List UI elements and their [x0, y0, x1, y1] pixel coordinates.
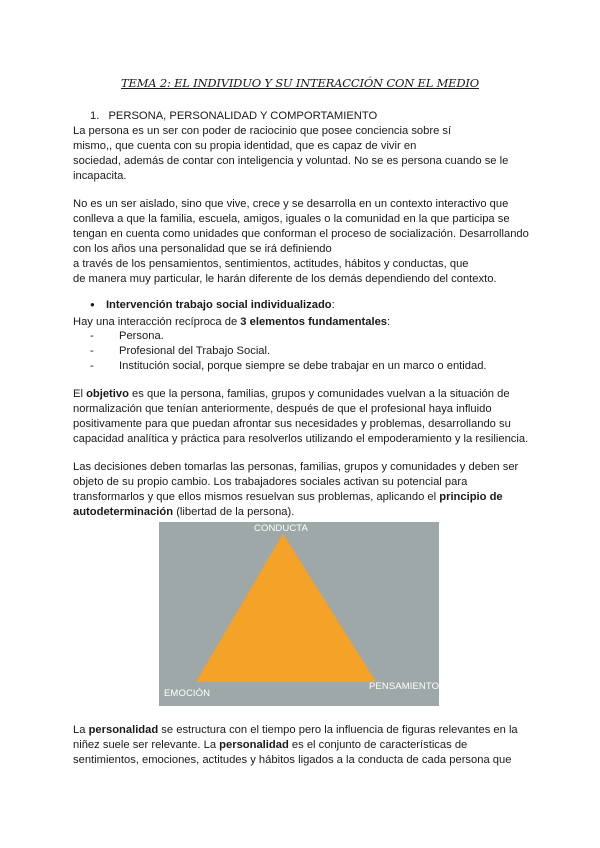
bold-run: principio de: [439, 491, 503, 503]
bullet-bold-text: Intervención trabajo social individualizado: [105, 299, 332, 311]
paragraph-line: sentimientos, emociones, actitudes y hábitos ligados a la conducta de cada persona que: [73, 754, 512, 766]
bold-run: 3 elementos fundamentales: [240, 316, 388, 328]
section-number: 1.: [90, 110, 100, 122]
list-item: Profesional del Trabajo Social.: [119, 345, 271, 357]
paragraph-line: [73, 387, 510, 401]
bullet-colon: :: [331, 299, 335, 311]
text-run: El: [73, 388, 87, 400]
bold-run: autodeterminación: [73, 506, 174, 518]
list-item: Persona.: [119, 330, 164, 342]
paragraph-line: sociedad, además de contar con inteligencia y voluntad. No se es persona cuando se le: [73, 155, 509, 167]
paragraph-line: con los años una personalidad que se irá definiendo: [73, 243, 332, 255]
dash-marker: -: [90, 330, 94, 342]
paragraph-line: mismo,, que cuenta con su propia identidad, que es capaz de vivir en: [73, 140, 417, 152]
bold-run: personalidad: [219, 739, 289, 751]
text-run: es que la persona, familias, grupos y comunidades vuelvan a la situación de: [128, 388, 510, 400]
paragraph-line: de manera muy particular, le harán diferente de los demás dependiendo del contexto.: [73, 273, 497, 285]
dash-marker: -: [90, 360, 94, 372]
paragraph-line: No es un ser aislado, sino que vive, crece y se desarrolla en un contexto interactivo que: [73, 198, 509, 210]
label-conducta: CONDUCTA: [254, 523, 308, 534]
paragraph-line: a través de los pensamientos, sentimientos, actitudes, hábitos y conductas, que: [73, 258, 469, 270]
list-item: Institución social, porque siempre se debe trabajar en un marco o entidad.: [119, 360, 487, 372]
paragraph-line: [73, 505, 294, 519]
paragraph-line: tengan en cuenta como unidades que conforman el proceso de socialización. Desarrollando: [73, 228, 529, 240]
paragraph-line: Las decisiones deben tomarlas las personas, familias, grupos y comunidades y deben ser: [73, 461, 519, 473]
paragraph-line: [73, 738, 467, 752]
bold-run: objetivo: [86, 388, 129, 400]
triangle-figure: [159, 522, 439, 706]
paragraph-line: normalización que tenían anteriormente, después de que el profesional haya influido: [73, 403, 492, 415]
text-run: (libertad de la persona).: [173, 506, 295, 518]
text-run: se estructura con el tiempo pero la influencia de figuras relevantes en la: [158, 724, 518, 736]
dash-marker: -: [90, 345, 94, 357]
paragraph-line: [73, 490, 503, 504]
paragraph-line: conlleva a que la familia, escuela, amigos, iguales o la comunidad en la que participa se: [73, 213, 510, 225]
paragraph-line: incapacita.: [73, 170, 127, 182]
text-run: es el conjunto de características de: [288, 739, 468, 751]
bold-run: personalidad: [88, 724, 159, 736]
orange-triangle: [196, 534, 376, 682]
paragraph-line: [73, 315, 390, 329]
paragraph-line: capacidad analítica y práctica para resolverlos utilizando el empoderamiento y la resiliencia.: [73, 433, 529, 445]
document-title: TEMA 2: EL INDIVIDUO Y SU INTERACCIÓN CON EL MEDIO: [121, 76, 479, 90]
section-heading: [90, 109, 377, 123]
paragraph-line: positivamente para que puedan afrontar sus necesidades y problemas, desarrollando su: [73, 418, 511, 430]
text-run: :: [387, 316, 391, 328]
bullet-item: [90, 299, 335, 311]
text-run: La: [73, 724, 89, 736]
label-pensamiento: PENSAMIENTO: [369, 681, 440, 692]
text-run: Hay una interacción recíproca de: [73, 316, 241, 328]
paragraph-line: [73, 723, 518, 737]
paragraph-line: La persona es un ser con poder de raciocinio que posee conciencia sobre sí: [73, 125, 452, 137]
text-run: transformarlos y que ellos mismos resuelvan sus problemas, aplicando el: [73, 491, 440, 503]
bullet-dot: ●: [90, 300, 95, 309]
text-run: niñez suele ser relevante. La: [73, 739, 220, 751]
label-emocion: EMOCIÓN: [164, 688, 211, 699]
paragraph-line: objeto de su propio cambio. Los trabajadores sociales activan su potencial para: [73, 476, 468, 488]
section-title: PERSONA, PERSONALIDAD Y COMPORTAMIENTO: [108, 110, 378, 122]
triangle-graphic: [159, 522, 439, 706]
